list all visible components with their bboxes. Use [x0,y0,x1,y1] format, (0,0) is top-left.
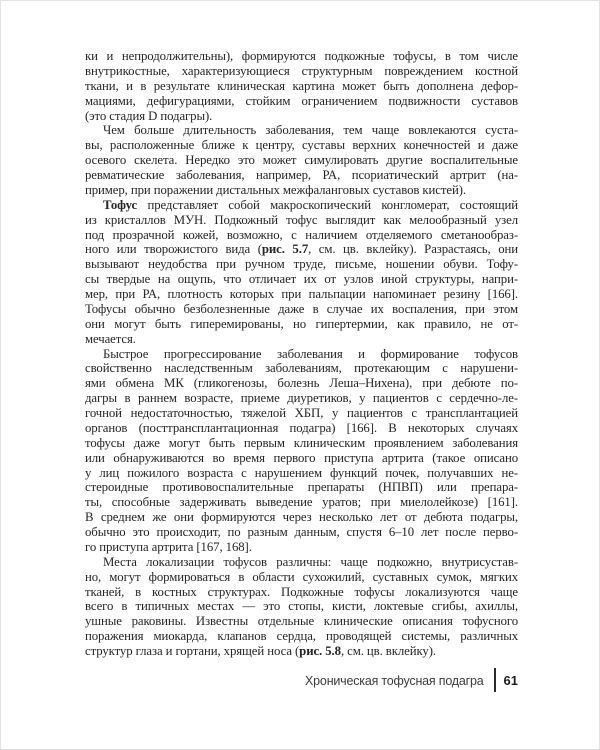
text-line: или обнаруживаются во время первого приступа артрита (такое описано [85,450,518,465]
text-line: вы, расположенные ближе к центру, суставы верхних конечностей и даже [85,138,518,153]
text-line: гочной недостаточностью, тяжелой ХБП, у пациентов с трансплантацией [85,406,518,420]
text-line: тканей, в костных структурах. Подкожные тофусы локализуются чаще [85,584,518,599]
text-line: мациями, дефигурациями, стойким ограничением подвижности суставов [85,93,518,108]
text-line: органов (посттрансплантационная подагра) [166]. В некоторых случаях [85,420,518,435]
text-line: Тофусы обычно безболезненные даже в случае их воспаления, при этом [85,301,518,316]
paragraph [85,347,518,555]
text-line: они могут быть гиперемированы, но гипертермии, как правило, не от- [85,316,518,331]
text-line: ревматические заболевания, например, РА, псориатический артрит (на- [85,168,518,182]
text-line: ткани, и в результате клиническая картина может быть дополнена дефор- [85,78,518,93]
text-line: ты, способные задерживать выведение уратов; при миелолейкозе) [161]. [85,495,518,510]
text-line: у лиц пожилого возраста с нарушением функций почек, получавших не- [85,465,518,480]
footer-divider [494,668,496,692]
paragraph [85,49,518,123]
text-line: тофусы даже могут быть первым клиническим проявлением заболевания [85,435,518,450]
text-line: структур глаза и гортани, хрящей носа (рис. 5.8, см. цв. вклейку). [85,644,436,658]
text-line: В среднем же они формируются через несколько лет от дебюта подагры, [85,510,518,525]
running-title: Хроническая тофусная подагра [305,673,484,688]
text-line: вызывают неудобства при ручном труде, письме, ношении обуви. Тофу- [85,257,518,272]
paragraph [85,123,518,197]
text-line: обычно это происходит, по разным данным, спустя 6–10 лет после перво- [85,525,518,539]
paragraph [85,198,518,347]
text-line: сы твердые на ощупь, что отличает их от узлов иной структуры, напри- [85,272,518,287]
text-line: го приступа артрита [167, 168]. [85,539,252,554]
text-line: из кристаллов МУН. Подкожный тофус выглядит как мелообразный узел [85,212,518,227]
text-line: дагры в раннем возрасте, приеме диуретиков, у пациентов с сердечно-ле- [85,391,518,406]
text-line: ями обмена МК (гликогенозы, болезнь Леша–Нихена), при дебюте по- [85,376,518,391]
page-footer [305,668,518,692]
text-line: всего в типичных местах — это стопы, кисти, локтевые сгибы, ахиллы, [85,599,518,614]
text-line: ного или творожистого вида (рис. 5.7, см. цв. вклейку). Разрастаясь, они [85,242,518,257]
text-line: но, могут формироваться в области сухожилий, суставных сумок, мягких [85,569,518,584]
page-number: 61 [503,672,518,688]
text-line: Тофус представляет собой макроскопический конгломерат, состоящий [103,197,518,212]
text-line: Места локализации тофусов различны: чаще подкожно, внутрисустав- [103,554,518,569]
text-line: ки и непродолжительны), формируются подкожные тофусы, в том числе [85,49,518,63]
text-line: Быстрое прогрессирование заболевания и формирование тофусов [103,346,518,361]
page-body [85,49,518,659]
text-line: осевого скелета. Нередко это может симулировать другие воспалительные [85,153,518,168]
text-line: поражения миокарда, клапанов сердца, проводящей системы, различных [85,629,518,644]
text-line: внутрикостные, характеризующиеся структурным повреждением костной [85,63,518,78]
text-line: (это стадия D подагры). [85,108,213,123]
text-line: Чем больше длительность заболевания, тем чаще вовлекаются суста- [103,123,518,138]
paragraph [85,555,518,659]
text-line: мер, при РА, плотность которых при пальпации напоминает резину [166]. [85,287,518,301]
text-line: под прозрачной кожей, возможно, с наличием отделяемого сметанообраз- [85,227,518,242]
text-line: свойственно наследственным заболеваниям, протекающим с нарушени- [85,361,518,376]
text-line: мечается. [85,331,136,346]
text-line: пример, при поражении дистальных межфаланговых суставов кистей). [85,182,466,197]
text-line: стероидные противовоспалительные препараты (НПВП) или препара- [85,480,518,495]
text-line: ушные раковины. Известны отдельные клинические описания тофусного [85,614,518,629]
